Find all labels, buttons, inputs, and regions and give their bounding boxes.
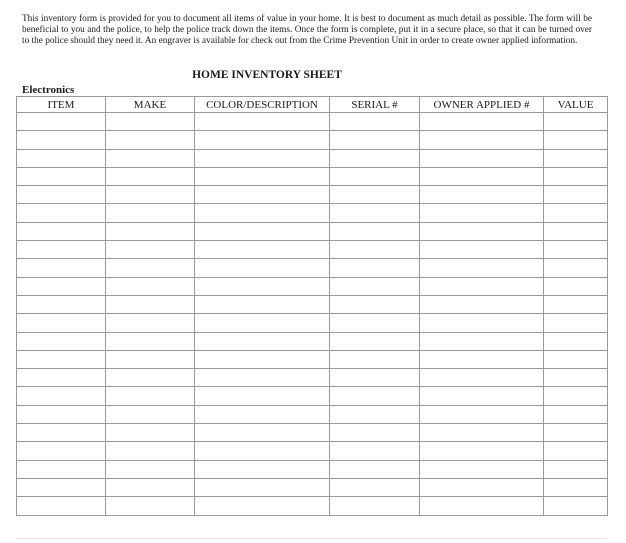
table-cell[interactable] — [544, 314, 608, 332]
table-cell[interactable] — [330, 387, 420, 405]
table-cell[interactable] — [330, 113, 420, 131]
table-cell[interactable] — [330, 259, 420, 277]
column-header-value: VALUE — [544, 97, 608, 113]
table-cell[interactable] — [420, 149, 544, 167]
intro-paragraph: This inventory form is provided for you to document all items of value in your home. It is best to document as much detail as possible. The form will be beneficial to you and the police, to help the police track down the items. Once the form is complete, put it in a secure place, so that it can be turned over to the police should they need it. An engraver is available for check out from the Crime Prevention Unit in order to create owner applied information. — [22, 14, 592, 47]
table-cell[interactable] — [544, 277, 608, 295]
table-cell[interactable] — [330, 460, 420, 478]
table-cell[interactable] — [106, 387, 195, 405]
table-cell[interactable] — [17, 259, 106, 277]
table-cell[interactable] — [195, 113, 330, 131]
table-cell[interactable] — [195, 186, 330, 204]
table-cell[interactable] — [420, 204, 544, 222]
table-cell[interactable] — [17, 149, 106, 167]
table-cell[interactable] — [106, 149, 195, 167]
table-cell[interactable] — [195, 442, 330, 460]
table-row — [17, 424, 608, 442]
table-cell[interactable] — [544, 350, 608, 368]
table-row — [17, 460, 608, 478]
table-cell[interactable] — [420, 113, 544, 131]
table-cell[interactable] — [544, 222, 608, 240]
sheet-title: HOME INVENTORY SHEET — [192, 69, 342, 81]
table-cell[interactable] — [330, 478, 420, 496]
table-cell[interactable] — [106, 204, 195, 222]
table-cell[interactable] — [544, 241, 608, 259]
table-cell[interactable] — [544, 259, 608, 277]
table-cell[interactable] — [195, 167, 330, 185]
table-cell[interactable] — [17, 332, 106, 350]
table-cell[interactable] — [17, 424, 106, 442]
table-cell[interactable] — [195, 350, 330, 368]
table-cell[interactable] — [544, 167, 608, 185]
table-row — [17, 204, 608, 222]
table-cell[interactable] — [106, 442, 195, 460]
table-row — [17, 350, 608, 368]
table-cell[interactable] — [420, 497, 544, 515]
table-cell[interactable] — [195, 332, 330, 350]
inventory-table-header — [17, 97, 608, 113]
table-cell[interactable] — [106, 460, 195, 478]
table-cell[interactable] — [106, 113, 195, 131]
table-row — [17, 295, 608, 313]
table-cell[interactable] — [544, 478, 608, 496]
table-cell[interactable] — [420, 295, 544, 313]
table-cell[interactable] — [544, 369, 608, 387]
table-row — [17, 113, 608, 131]
table-row — [17, 277, 608, 295]
inventory-table-body — [17, 113, 608, 516]
table-cell[interactable] — [106, 314, 195, 332]
section-label: Electronics — [22, 84, 75, 96]
table-cell[interactable] — [420, 167, 544, 185]
table-cell[interactable] — [330, 149, 420, 167]
table-cell[interactable] — [195, 497, 330, 515]
table-cell[interactable] — [544, 460, 608, 478]
table-row — [17, 131, 608, 149]
table-cell[interactable] — [420, 424, 544, 442]
table-row — [17, 314, 608, 332]
table-cell[interactable] — [330, 167, 420, 185]
table-cell[interactable] — [420, 259, 544, 277]
table-cell[interactable] — [544, 131, 608, 149]
table-cell[interactable] — [17, 369, 106, 387]
table-cell[interactable] — [17, 113, 106, 131]
table-cell[interactable] — [420, 241, 544, 259]
table-cell[interactable] — [420, 277, 544, 295]
table-cell[interactable] — [195, 478, 330, 496]
table-cell[interactable] — [106, 186, 195, 204]
table-cell[interactable] — [420, 405, 544, 423]
table-row — [17, 442, 608, 460]
table-cell[interactable] — [17, 442, 106, 460]
table-cell[interactable] — [195, 460, 330, 478]
table-cell[interactable] — [330, 497, 420, 515]
table-cell[interactable] — [106, 405, 195, 423]
table-cell[interactable] — [106, 478, 195, 496]
table-cell[interactable] — [195, 222, 330, 240]
table-cell[interactable] — [106, 295, 195, 313]
table-cell[interactable] — [195, 204, 330, 222]
table-cell[interactable] — [17, 405, 106, 423]
table-cell[interactable] — [106, 277, 195, 295]
table-cell[interactable] — [195, 295, 330, 313]
table-cell[interactable] — [420, 350, 544, 368]
table-cell[interactable] — [106, 241, 195, 259]
table-cell[interactable] — [17, 350, 106, 368]
table-cell[interactable] — [17, 387, 106, 405]
table-cell[interactable] — [330, 186, 420, 204]
table-cell[interactable] — [544, 332, 608, 350]
table-cell[interactable] — [195, 369, 330, 387]
table-row — [17, 332, 608, 350]
table-row — [17, 369, 608, 387]
table-row — [17, 167, 608, 185]
table-cell[interactable] — [420, 387, 544, 405]
table-cell[interactable] — [330, 241, 420, 259]
table-cell[interactable] — [195, 387, 330, 405]
table-cell[interactable] — [106, 222, 195, 240]
table-cell[interactable] — [17, 277, 106, 295]
table-cell[interactable] — [544, 295, 608, 313]
table-cell[interactable] — [330, 204, 420, 222]
table-cell[interactable] — [106, 369, 195, 387]
table-cell[interactable] — [330, 295, 420, 313]
table-cell[interactable] — [420, 369, 544, 387]
table-row — [17, 478, 608, 496]
table-cell[interactable] — [17, 460, 106, 478]
column-header-item: ITEM — [17, 97, 106, 113]
inventory-table — [16, 96, 608, 516]
table-row — [17, 222, 608, 240]
table-row — [17, 241, 608, 259]
footer-rule — [16, 538, 607, 539]
table-cell[interactable] — [17, 204, 106, 222]
table-cell[interactable] — [420, 478, 544, 496]
table-cell[interactable] — [420, 314, 544, 332]
table-cell[interactable] — [195, 149, 330, 167]
table-row — [17, 149, 608, 167]
column-header-make: MAKE — [106, 97, 195, 113]
table-cell[interactable] — [195, 241, 330, 259]
table-cell[interactable] — [17, 314, 106, 332]
table-cell[interactable] — [544, 387, 608, 405]
table-row — [17, 497, 608, 515]
table-cell[interactable] — [544, 497, 608, 515]
table-cell[interactable] — [420, 460, 544, 478]
column-header-serial: SERIAL # — [330, 97, 420, 113]
table-cell[interactable] — [544, 204, 608, 222]
table-cell[interactable] — [544, 442, 608, 460]
table-cell[interactable] — [544, 186, 608, 204]
table-row — [17, 405, 608, 423]
table-cell[interactable] — [17, 131, 106, 149]
table-cell[interactable] — [330, 332, 420, 350]
table-cell[interactable] — [17, 478, 106, 496]
table-cell[interactable] — [106, 424, 195, 442]
table-cell[interactable] — [544, 424, 608, 442]
table-cell[interactable] — [195, 405, 330, 423]
table-row — [17, 186, 608, 204]
table-cell[interactable] — [330, 369, 420, 387]
column-header-owner-applied: OWNER APPLIED # — [420, 97, 544, 113]
table-row — [17, 259, 608, 277]
table-cell[interactable] — [544, 405, 608, 423]
table-cell[interactable] — [17, 497, 106, 515]
table-cell[interactable] — [106, 131, 195, 149]
table-cell[interactable] — [330, 314, 420, 332]
table-cell[interactable] — [330, 350, 420, 368]
table-cell[interactable] — [330, 222, 420, 240]
table-cell[interactable] — [106, 332, 195, 350]
table-cell[interactable] — [420, 332, 544, 350]
table-cell[interactable] — [195, 131, 330, 149]
header-row — [17, 97, 608, 113]
table-cell[interactable] — [420, 131, 544, 149]
table-cell[interactable] — [106, 259, 195, 277]
table-cell[interactable] — [330, 277, 420, 295]
column-header-color-description: COLOR/DESCRIPTION — [195, 97, 330, 113]
table-cell[interactable] — [544, 149, 608, 167]
table-cell[interactable] — [544, 113, 608, 131]
table-cell[interactable] — [195, 424, 330, 442]
table-cell[interactable] — [106, 350, 195, 368]
table-cell[interactable] — [17, 295, 106, 313]
table-cell[interactable] — [195, 259, 330, 277]
table-cell[interactable] — [195, 277, 330, 295]
table-cell[interactable] — [330, 424, 420, 442]
table-cell[interactable] — [17, 167, 106, 185]
table-cell[interactable] — [106, 497, 195, 515]
table-cell[interactable] — [330, 131, 420, 149]
table-cell[interactable] — [195, 314, 330, 332]
table-cell[interactable] — [17, 186, 106, 204]
table-cell[interactable] — [17, 222, 106, 240]
table-cell[interactable] — [420, 186, 544, 204]
table-cell[interactable] — [106, 167, 195, 185]
table-cell[interactable] — [330, 405, 420, 423]
table-cell[interactable] — [420, 442, 544, 460]
table-cell[interactable] — [420, 222, 544, 240]
table-row — [17, 387, 608, 405]
table-cell[interactable] — [17, 241, 106, 259]
table-cell[interactable] — [330, 442, 420, 460]
